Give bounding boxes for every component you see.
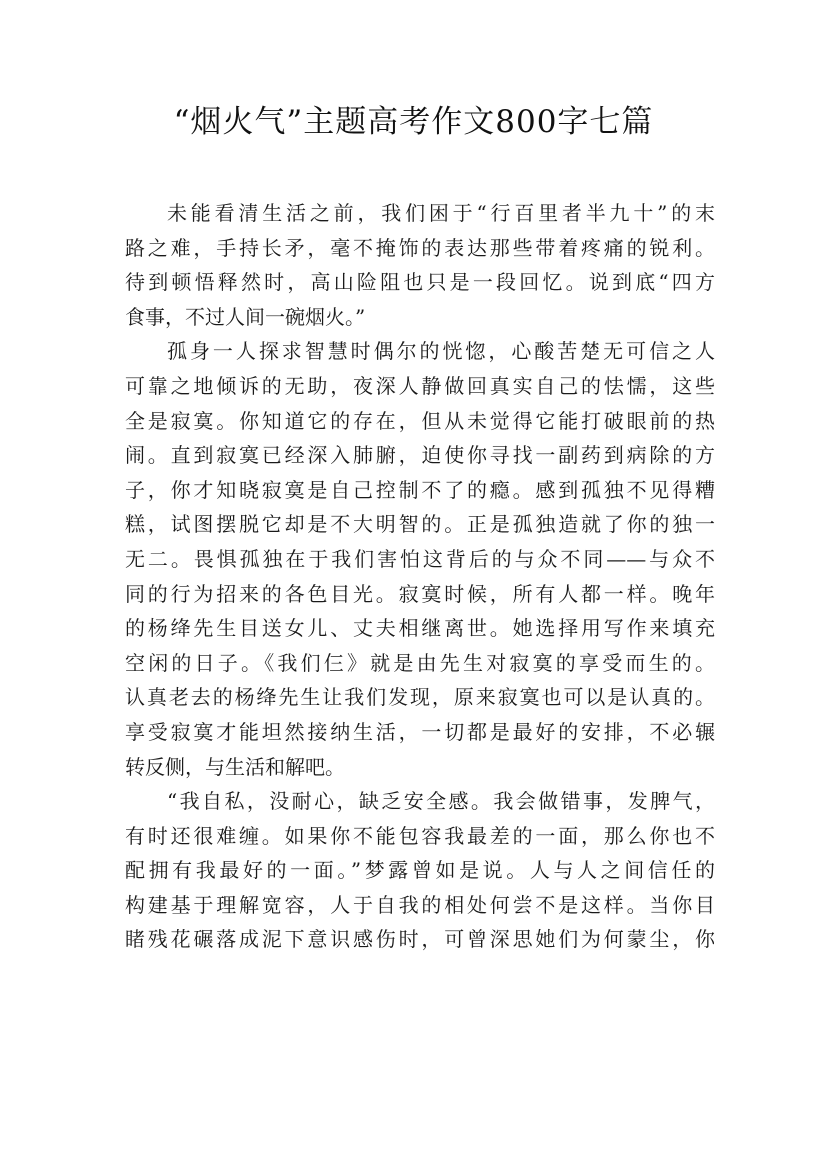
text-line: 构建基于理解宽容，人于自我的相处何尝不是这样。当你目 bbox=[125, 892, 715, 917]
text-line: 配拥有我最好的一面。”梦露曾如是说。人与人之间信任的 bbox=[125, 858, 715, 883]
text-line: 同的行为招来的各色目光。寂寞时候，所有人都一样。晚年 bbox=[125, 581, 715, 606]
text-line: 糕，试图摆脱它却是不大明智的。正是孤独造就了你的独一 bbox=[125, 512, 715, 537]
text-line: “我自私，没耐心，缺乏安全感。我会做错事，发脾气， bbox=[167, 789, 715, 814]
text-line: 未能看清生活之前，我们困于“行百里者半九十”的末 bbox=[167, 201, 715, 225]
text-line: 子，你才知晓寂寞是自己控制不了的瘾。感到孤独不见得糟 bbox=[125, 477, 715, 502]
text-line: 的杨绛先生目送女儿、丈夫相继离世。她选择用写作来填充 bbox=[125, 616, 715, 641]
text-line: 享受寂寞才能坦然接纳生活，一切都是最好的安排，不必辗 bbox=[125, 719, 715, 744]
text-line: 闹。直到寂寞已经深入肺腑，迫使你寻找一副药到病除的方 bbox=[125, 443, 715, 468]
text-line: 转反侧，与生活和解吧。 bbox=[125, 754, 345, 779]
text-line: 可靠之地倾诉的无助，夜深人静做回真实自己的怯懦，这些 bbox=[125, 373, 715, 398]
text-line: 路之难，手持长矛，毫不掩饰的表达那些带着疼痛的锐利。 bbox=[125, 235, 715, 260]
text-line: 有时还很难缠。如果你不能包容我最差的一面，那么你也不 bbox=[125, 823, 715, 848]
document-title: “烟火气”主题高考作文800字七篇 bbox=[173, 104, 654, 140]
text-line: 孤身一人探求智慧时偶尔的恍惚，心酸苦楚无可信之人 bbox=[167, 339, 715, 364]
text-line: 待到顿悟释然时，高山险阻也只是一段回忆。说到底“四方 bbox=[125, 270, 715, 295]
text-line: 无二。畏惧孤独在于我们害怕这背后的与众不同——与众不 bbox=[125, 546, 715, 571]
text-line: 认真老去的杨绛先生让我们发现，原来寂寞也可以是认真的。 bbox=[125, 685, 715, 710]
document-body bbox=[125, 196, 715, 957]
text-line: 睹残花碾落成泥下意识感伤时，可曾深思她们为何蒙尘，你 bbox=[125, 927, 715, 952]
text-line: 空闲的日子。《我们仨》就是由先生对寂寞的享受而生的。 bbox=[125, 650, 715, 675]
text-line: 食事，不过人间一碗烟火。” bbox=[125, 304, 366, 329]
text-line: 全是寂寞。你知道它的存在，但从未觉得它能打破眼前的热 bbox=[125, 408, 715, 433]
